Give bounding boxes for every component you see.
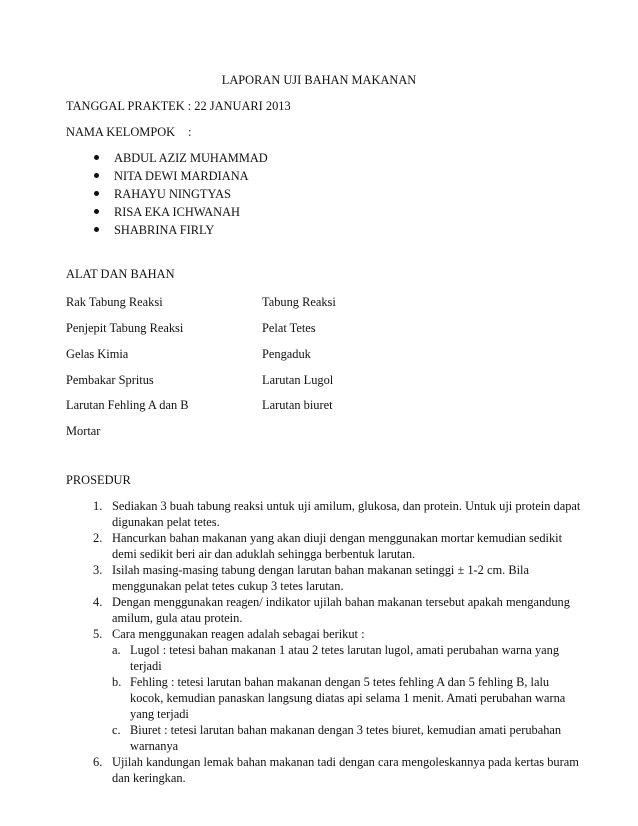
procedure-substep [0, 722, 638, 754]
material-right: Tabung Reaksi [262, 295, 336, 309]
bullet-icon [94, 191, 99, 196]
material-left: Mortar [66, 424, 101, 438]
procedure-substep [0, 674, 638, 722]
bullet-icon [94, 155, 99, 160]
substep-text: Biuret : tetesi larutan bahan makanan dengan 3 tetes biuret, kemudian amati perubahan warnanya [130, 723, 562, 753]
material-left: Gelas Kimia [66, 347, 129, 361]
member-name: RAHAYU NINGTYAS [114, 187, 231, 201]
procedure-substep [0, 642, 638, 674]
bullet-icon [94, 173, 99, 178]
material-right: Larutan biuret [262, 398, 333, 412]
substep-text: Lugol : tetesi bahan makanan 1 atau 2 tetes larutan lugol, amati perubahan warna yang terjadi [130, 643, 560, 673]
procedure-step [0, 594, 638, 626]
step-number: 5. [93, 627, 103, 641]
member-name: RISA EKA ICHWANAH [114, 205, 240, 219]
procedure-step [0, 754, 638, 786]
member-name: SHABRINA FIRLY [114, 223, 215, 237]
material-right: Pengaduk [262, 347, 311, 361]
material-left: Penjepit Tabung Reaksi [66, 321, 184, 335]
group-label: NAMA KELOMPOK [66, 125, 176, 139]
procedure-step [0, 626, 638, 642]
step-text: Sediakan 3 buah tabung reaksi untuk uji amilum, glukosa, dan protein. Untuk uji protein dapat digunakan pelat tetes. [112, 499, 581, 529]
material-left: Rak Tabung Reaksi [66, 295, 163, 309]
practice-date: TANGGAL PRAKTEK : 22 JANUARI 2013 [66, 99, 291, 113]
substep-letter: a. [112, 643, 121, 657]
procedure-step [0, 562, 638, 594]
procedure-heading: PROSEDUR [66, 473, 131, 487]
procedure-step [0, 530, 638, 562]
step-text: Hancurkan bahan makanan yang akan diuji dengan menggunakan mortar kemudian sedikit demi sedikit beri air dan aduklah sehingga berbentuk larutan. [112, 531, 563, 561]
step-number: 6. [93, 755, 103, 769]
material-right: Pelat Tetes [262, 321, 316, 335]
procedure-list [0, 498, 638, 786]
substep-text: Fehling : tetesi larutan bahan makanan dengan 5 tetes fehling A dan 5 fehling B, lalu kocok, kemudian panaskan langsung diatas api selama 1 menit. Amati perubahan warna yang terjadi [130, 675, 566, 721]
procedure-step [0, 498, 638, 530]
member-name: NITA DEWI MARDIANA [114, 169, 249, 183]
page-title: LAPORAN UJI BAHAN MAKANAN [221, 73, 417, 87]
step-number: 3. [93, 563, 103, 577]
member-name: ABDUL AZIZ MUHAMMAD [114, 151, 268, 165]
substep-letter: c. [112, 723, 121, 737]
step-number: 1. [93, 499, 103, 513]
step-text: Ujilah kandungan lemak bahan makanan tadi dengan cara mengoleskannya pada kertas buram dan keringkan. [112, 755, 579, 785]
step-text: Dengan menggunakan reagen/ indikator ujilah bahan makanan tersebut apakah mengandung amilum, gula atau protein. [112, 595, 570, 625]
group-colon: : [188, 125, 192, 139]
materials-heading: ALAT DAN BAHAN [66, 267, 175, 281]
step-number: 2. [93, 531, 103, 545]
substep-letter: b. [112, 675, 122, 689]
bullet-icon [94, 209, 99, 214]
step-text: Cara menggunakan reagen adalah sebagai berikut : [112, 627, 365, 641]
material-left: Larutan Fehling A dan B [66, 398, 189, 412]
material-right: Larutan Lugol [262, 373, 334, 387]
step-number: 4. [93, 595, 103, 609]
material-left: Pembakar Spritus [66, 373, 154, 387]
step-text: Isilah masing-masing tabung dengan larutan bahan makanan setinggi ± 1-2 cm. Bila menggunakan pelat tetes cukup 3 tetes larutan. [112, 563, 529, 593]
bullet-icon [94, 227, 99, 232]
